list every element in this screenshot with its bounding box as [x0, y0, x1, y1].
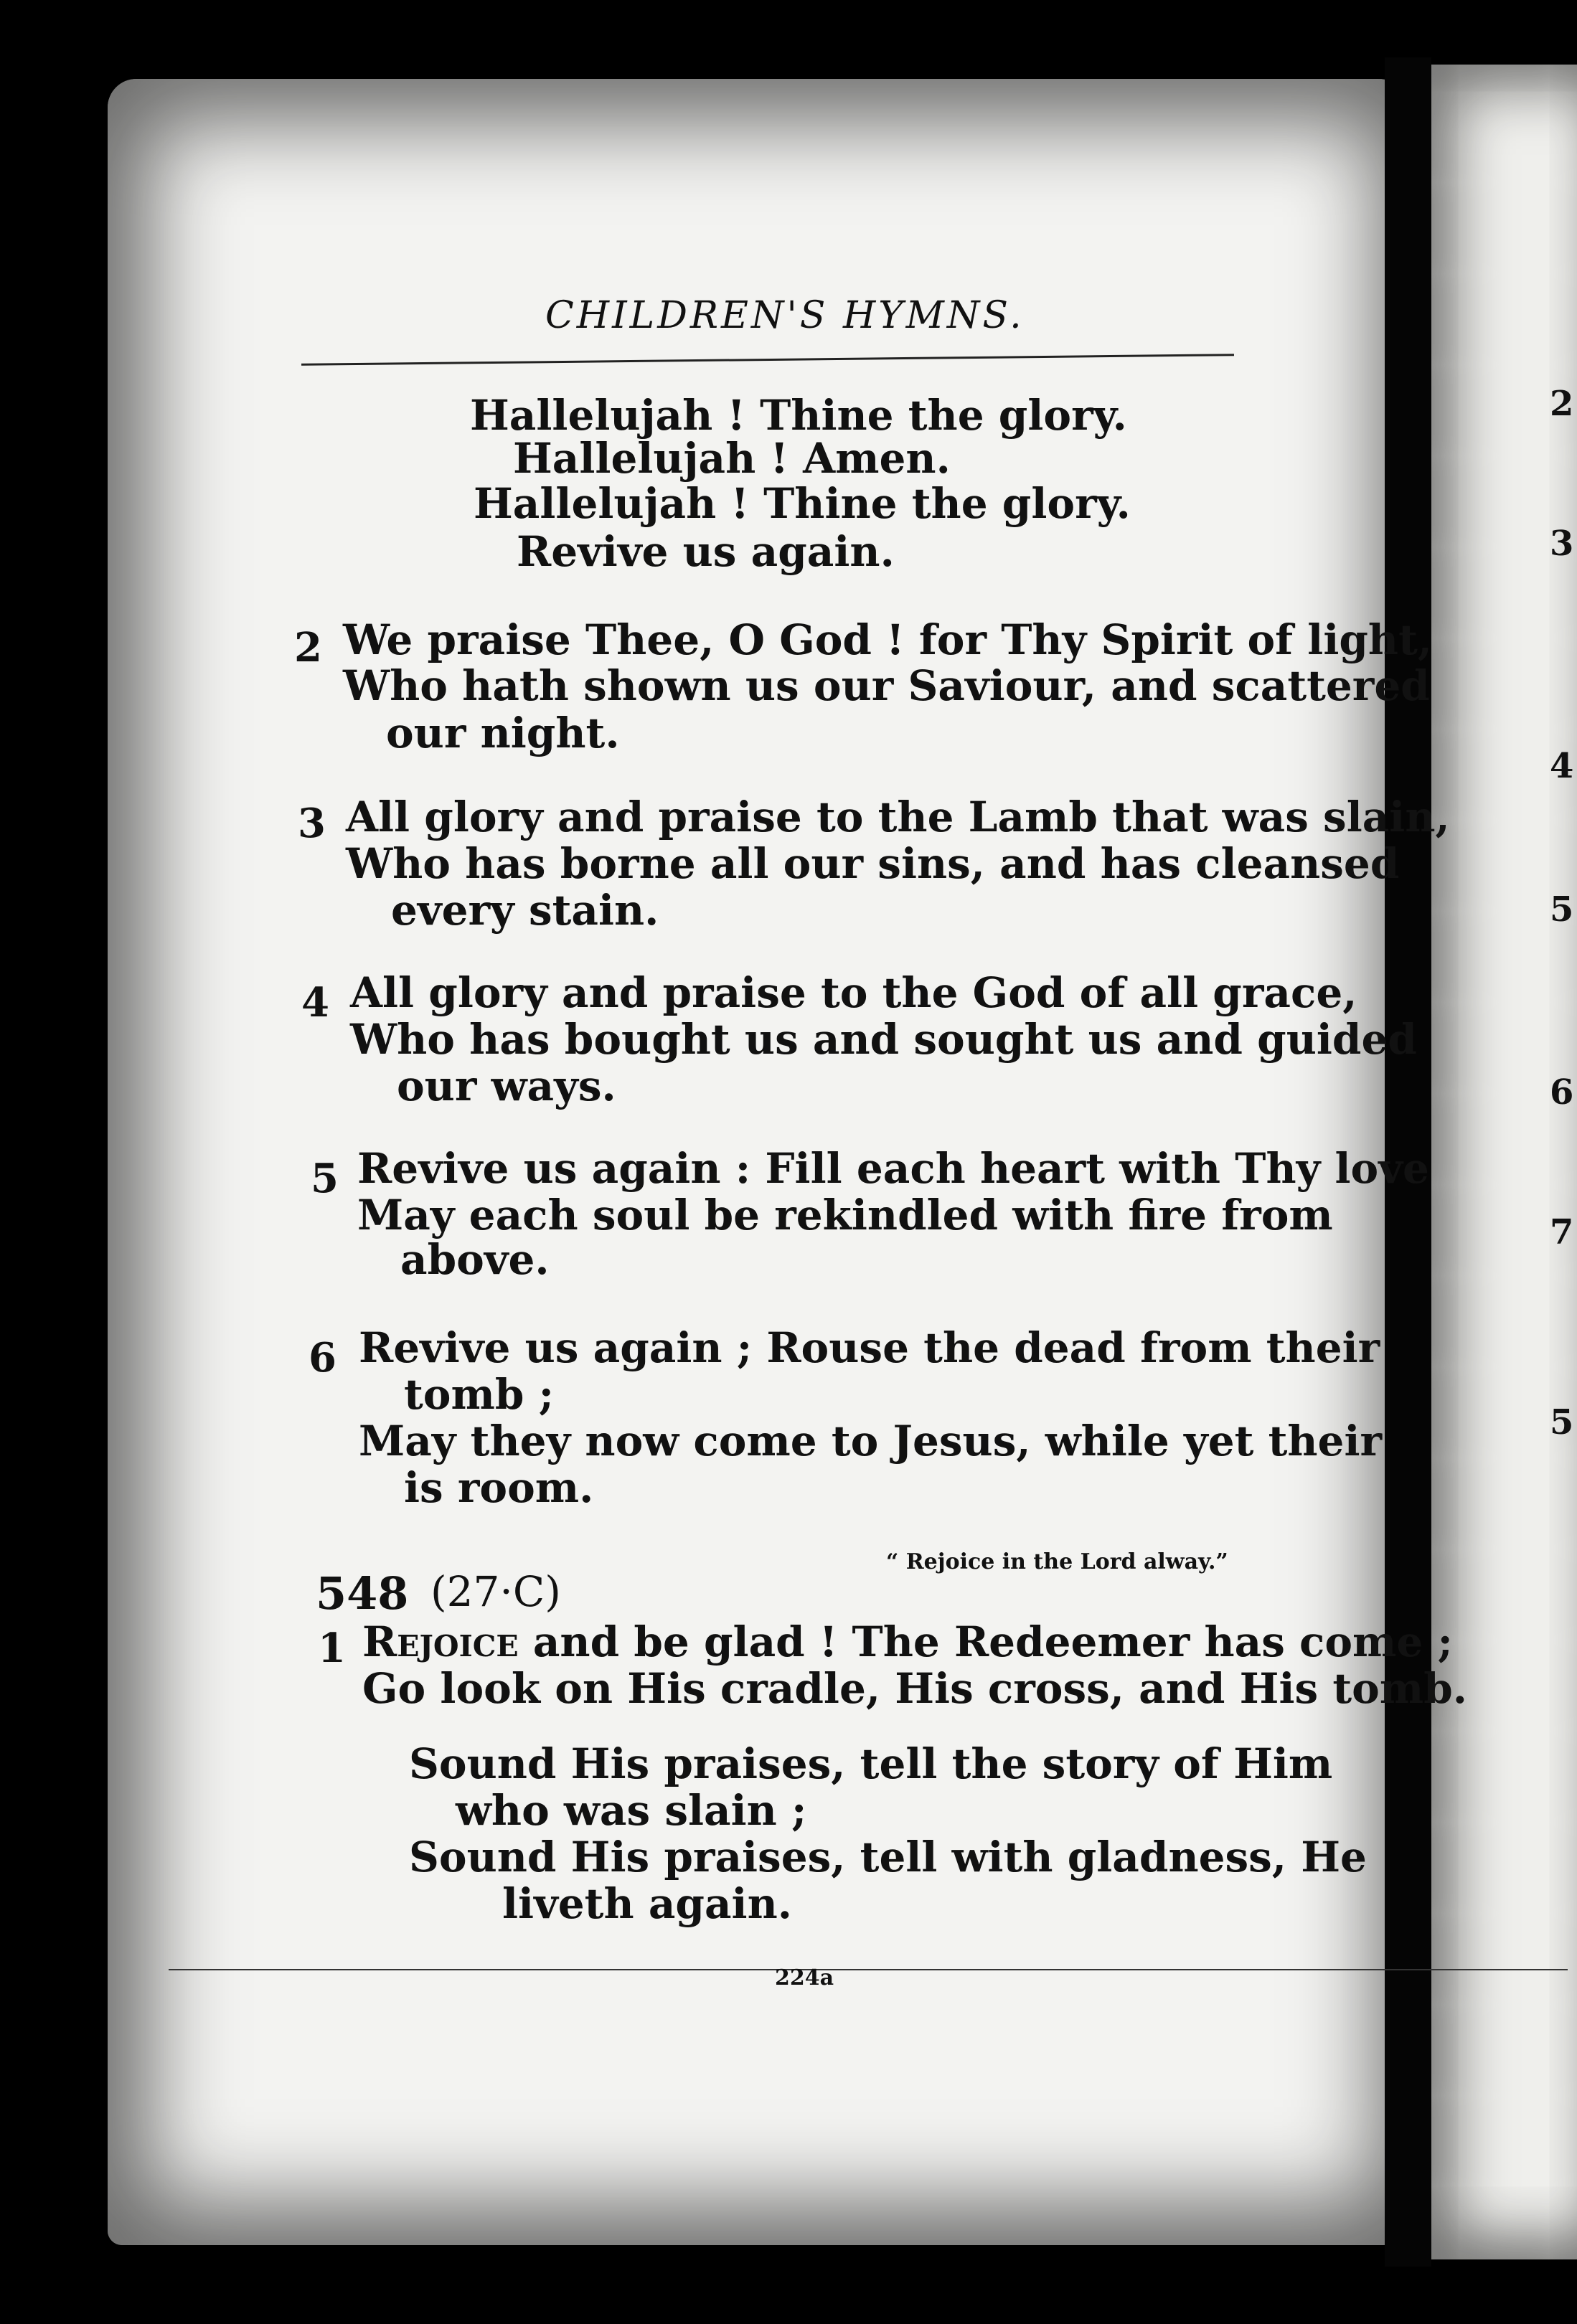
verse-line: is room.	[404, 1463, 594, 1512]
hymn-tune: (27·C)	[430, 1567, 561, 1616]
footer-rule	[169, 1969, 1568, 1970]
chorus-line: Hallelujah ! Thine the glory.	[470, 391, 1127, 440]
verse-line: Who hath shown us our Saviour, and scattered	[343, 661, 1430, 710]
facing-page-number: 5	[1550, 889, 1574, 930]
verse-number: 6	[309, 1334, 336, 1381]
verse-line: every stain.	[391, 886, 659, 935]
line-rest: and be glad ! The Redeemer has come ;	[518, 1617, 1453, 1666]
facing-page-number: 3	[1550, 524, 1574, 564]
facing-page-number: 4	[1550, 746, 1574, 786]
facing-page-number: 5	[1550, 1402, 1574, 1442]
facing-page-number: 7	[1550, 1212, 1574, 1252]
verse-line: Revive us again : Fill each heart with Thy love	[357, 1144, 1429, 1193]
verse-number: 2	[294, 624, 322, 671]
verse-line: Who has bought us and sought us and guided	[350, 1015, 1417, 1064]
verse-line: Go look on His cradle, His cross, and His tomb.	[362, 1664, 1467, 1713]
chorus-line: liveth again.	[502, 1879, 792, 1928]
facing-page-number: 2	[1550, 384, 1574, 424]
running-header: CHILDREN'S HYMNS.	[545, 294, 1025, 337]
verse-line: May each soul be rekindled with fire from	[357, 1191, 1333, 1239]
verse-number: 1	[318, 1625, 346, 1672]
chorus-line: Hallelujah ! Amen.	[513, 434, 951, 483]
facing-page-number: 6	[1550, 1072, 1574, 1113]
verse-line: our ways.	[397, 1062, 616, 1110]
chorus-line: who was slain ;	[456, 1786, 807, 1835]
chorus-line: Hallelujah ! Thine the glory.	[474, 479, 1131, 528]
verse-number: 4	[301, 979, 329, 1026]
hymn-epigraph: “ Rejoice in the Lord alway.”	[886, 1549, 1228, 1574]
chorus-line: Revive us again.	[517, 527, 895, 576]
first-word: Rejoice	[362, 1617, 519, 1666]
chorus-line: Sound His praises, tell the story of Him	[409, 1739, 1333, 1788]
verse-line: May they now come to Jesus, while yet their	[359, 1417, 1383, 1465]
verse-line	[362, 1617, 1453, 1666]
verse-line: above.	[400, 1235, 550, 1284]
verse-line: our night.	[386, 709, 620, 757]
verse-line: All glory and praise to the Lamb that was slain,	[346, 793, 1450, 841]
page-number: 224a	[775, 1965, 834, 1990]
verse-line: We praise Thee, O God ! for Thy Spirit of light,	[343, 615, 1433, 664]
verse-line: tomb ;	[404, 1370, 555, 1419]
hymn-number: 548	[316, 1567, 409, 1620]
chorus-line: Sound His praises, tell with gladness, He	[409, 1833, 1367, 1881]
verse-line: Revive us again ; Rouse the dead from their	[359, 1323, 1380, 1372]
verse-number: 3	[298, 800, 326, 847]
verse-number: 5	[311, 1155, 339, 1202]
verse-line: All glory and praise to the God of all grace,	[350, 968, 1357, 1017]
verse-line: Who has borne all our sins, and has cleansed	[346, 839, 1400, 888]
